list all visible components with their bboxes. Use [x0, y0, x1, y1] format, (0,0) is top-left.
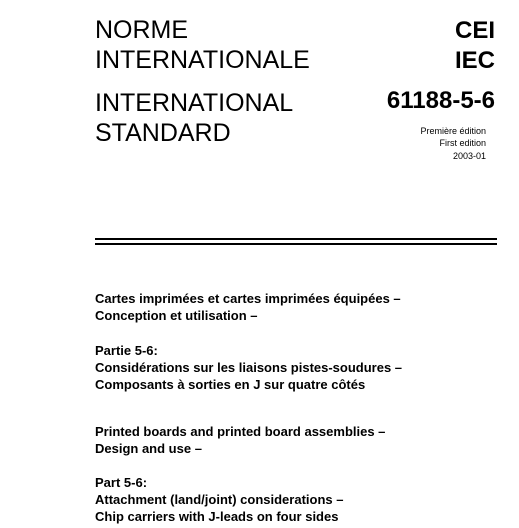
standard-number: 61188-5-6: [386, 87, 495, 114]
part-en-line-1: Attachment (land/joint) considerations –: [95, 492, 344, 507]
part-en: [95, 474, 343, 525]
title-fr-line-2: Conception et utilisation –: [95, 308, 258, 323]
norme-line-2: INTERNATIONALE: [95, 46, 310, 74]
divider-line-bottom: [95, 243, 497, 245]
edition-date: 2003-01: [452, 151, 486, 161]
part-fr: [95, 342, 402, 393]
org-code-en: IEC: [454, 47, 495, 74]
standard-line-2: STANDARD: [95, 119, 231, 147]
standard-line-1: INTERNATIONAL: [95, 89, 294, 117]
part-en-line-2: Chip carriers with J-leads on four sides: [95, 509, 339, 524]
title-en-line-2: Design and use –: [95, 441, 202, 456]
edition-en: First edition: [439, 138, 486, 148]
part-en-label: Part 5-6:: [95, 475, 148, 490]
part-fr-line-1: Considérations sur les liaisons pistes-soudures –: [95, 360, 403, 375]
norme-line-1: NORME: [95, 16, 189, 44]
edition-fr: Première édition: [420, 126, 486, 136]
title-en: [95, 423, 385, 457]
title-fr: [95, 290, 401, 324]
part-fr-label: Partie 5-6:: [95, 343, 158, 358]
divider-line-top: [95, 238, 497, 240]
title-en-line-1: Printed boards and printed board assemblies –: [95, 424, 386, 439]
org-code-fr: CEI: [454, 17, 495, 44]
part-fr-line-2: Composants à sorties en J sur quatre côtés: [95, 377, 366, 392]
title-fr-line-1: Cartes imprimées et cartes imprimées équipées –: [95, 291, 401, 306]
